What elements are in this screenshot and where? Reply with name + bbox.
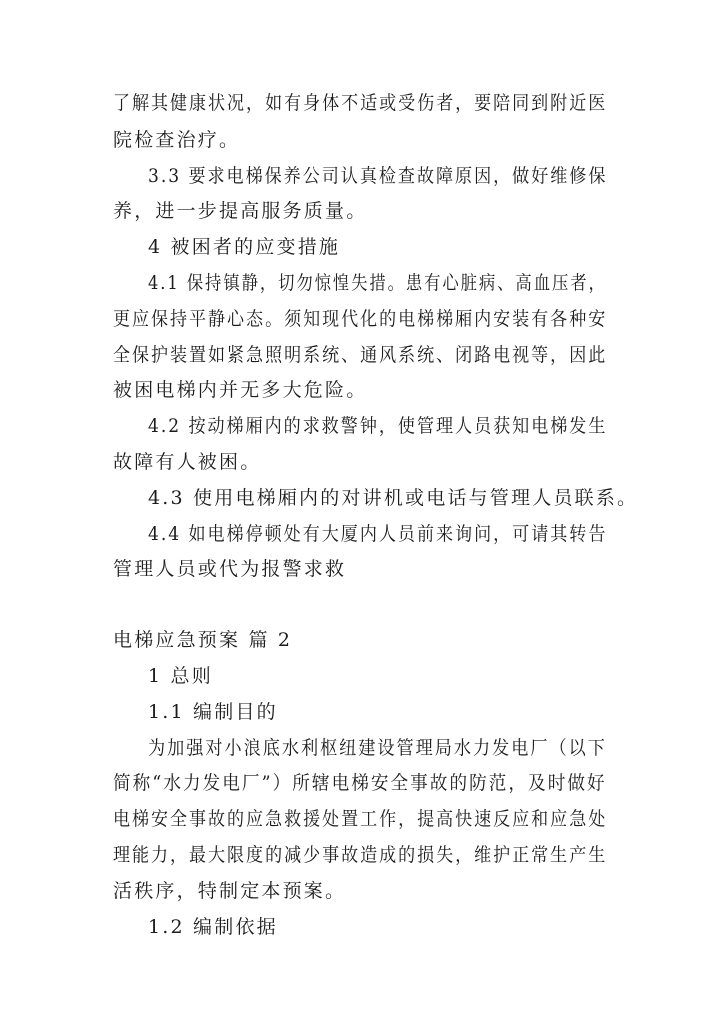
- section-heading: 4 被困者的应变措施: [148, 236, 341, 258]
- text-line: 电梯安全事故的应急救援处置工作，提高快速反应和应急处: [113, 808, 608, 830]
- text-line: 活秩序，特制定本预案。: [113, 880, 347, 902]
- text-line: 养，进一步提高服务质量。: [113, 200, 368, 222]
- text-line: 故障有人被困。: [113, 451, 262, 473]
- text-line: 4.2 按动梯厢内的求救警钟，使管理人员获知电梯发生: [148, 415, 608, 437]
- text-line: 院检查治疗。: [113, 129, 241, 151]
- text-line: 4.1 保持镇静，切勿惊惶失措。患有心脏病、高血压者，: [148, 272, 607, 294]
- text-line: 3.3 要求电梯保养公司认真检查故障原因，做好维修保: [148, 165, 608, 187]
- text-line: 管理人员或代为报警求救: [113, 558, 347, 580]
- subsection-heading: 1.1 编制目的: [148, 701, 278, 723]
- text-line: 4.3 使用电梯厢内的对讲机或电话与管理人员联系。: [148, 487, 639, 509]
- text-line: 4.4 如电梯停顿处有大厦内人员前来询问，可请其转告: [148, 523, 608, 545]
- text-line: 全保护装置如紧急照明系统、通风系统、闭路电视等，因此: [113, 344, 608, 366]
- text-line: 理能力，最大限度的减少事故造成的损失，维护正常生产生: [113, 844, 608, 866]
- subsection-heading: 1.2 编制依据: [148, 916, 278, 938]
- text-line: 了解其健康状况，如有身体不适或受伤者，要陪同到附近医: [113, 92, 608, 114]
- text-line: 为加强对小浪底水利枢纽建设管理局水力发电厂（以下: [148, 737, 607, 759]
- section-heading: 1 总则: [148, 665, 213, 687]
- section-title: 电梯应急预案 篇 2: [113, 629, 293, 651]
- text-line: 更应保持平静心态。须知现代化的电梯梯厢内安装有各种安: [113, 308, 608, 330]
- text-line: 被困电梯内并无多大危险。: [113, 379, 368, 401]
- text-line: 简称“水力发电厂”）所辖电梯安全事故的防范，及时做好: [113, 772, 607, 794]
